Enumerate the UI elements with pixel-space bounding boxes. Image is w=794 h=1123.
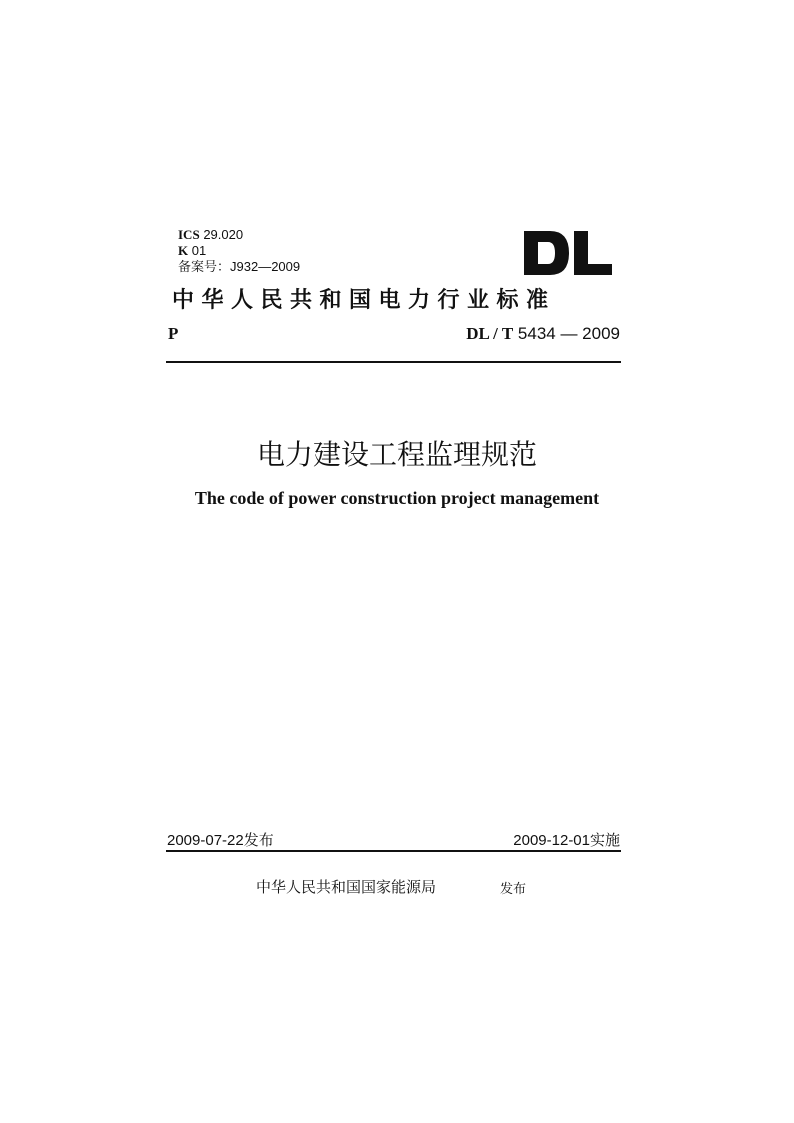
k-value: 01	[191, 243, 207, 258]
ics-prefix: ICS	[178, 227, 200, 242]
classification-letter: P	[168, 324, 179, 343]
standard-number	[466, 324, 620, 344]
ics-code	[178, 227, 243, 243]
issuer-suffix: 发布	[500, 881, 527, 896]
filing-number: 备案号：J932—2009	[178, 259, 301, 274]
footer-divider	[166, 850, 621, 852]
title-english: The code of power construction project management	[194, 488, 600, 508]
standard-number-prefix: DL / T	[466, 324, 514, 343]
issue-date: 2009-07-22发布	[167, 832, 274, 849]
issuer: 中华人民共和国国家能源局	[256, 879, 437, 896]
title-chinese: 电力建设工程监理规范	[256, 438, 537, 471]
standard-number-value: 5434 — 2009	[517, 324, 620, 343]
k-code	[178, 243, 206, 259]
header-divider	[166, 361, 621, 363]
k-prefix: K	[178, 243, 189, 258]
ics-value: 29.020	[203, 227, 244, 242]
dl-logo	[522, 228, 614, 278]
standard-type: 中华人民共和国电力行业标准	[172, 288, 556, 313]
implementation-date: 2009-12-01实施	[513, 832, 620, 849]
